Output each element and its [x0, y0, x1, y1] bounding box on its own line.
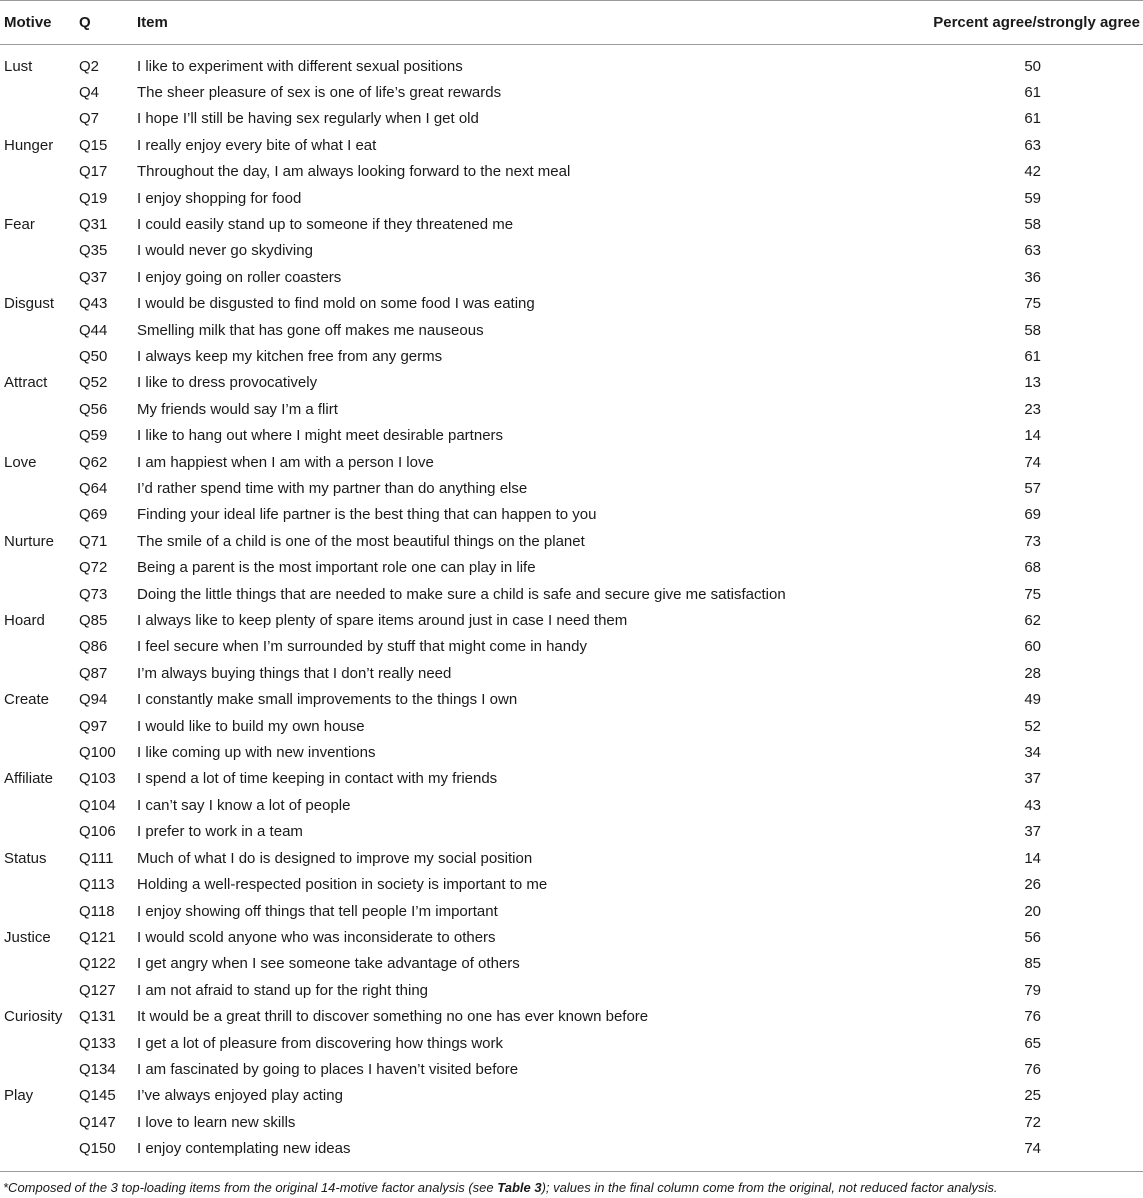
- motive-cell: [0, 238, 79, 264]
- motive-cell: Curiosity: [4, 1008, 63, 1026]
- percent-cell: 68: [1024, 559, 1041, 577]
- percent-cell: 26: [1024, 876, 1041, 894]
- header-item: Item: [137, 1, 857, 45]
- table-row: [0, 1004, 1143, 1030]
- table-row: [0, 899, 1143, 925]
- percent-cell: 50: [1024, 57, 1041, 75]
- motive-cell: [0, 899, 79, 925]
- table-row: [0, 397, 1143, 423]
- question-id-cell: Q59: [79, 427, 108, 445]
- question-id-cell: Q35: [79, 242, 108, 260]
- table-row: [0, 238, 1143, 264]
- item-text-cell: I like coming up with new inventions: [137, 744, 376, 762]
- table-row: [0, 291, 1143, 317]
- table-row: [0, 502, 1143, 528]
- item-text-cell: I like to experiment with different sexual positions: [137, 57, 463, 75]
- motive-cell: Attract: [4, 374, 48, 392]
- percent-cell: 43: [1024, 796, 1041, 814]
- table-row: [0, 872, 1143, 898]
- question-id-cell: Q106: [79, 823, 116, 841]
- motive-cell: [0, 740, 79, 766]
- question-id-cell: Q87: [79, 664, 108, 682]
- table-row: [0, 450, 1143, 476]
- percent-cell: 72: [1024, 1113, 1041, 1131]
- table-row: [0, 634, 1143, 660]
- table-footnote: [0, 1171, 1143, 1195]
- item-text-cell: I would like to build my own house: [137, 717, 365, 735]
- motive-cell: Hoard: [4, 612, 45, 630]
- motive-cell: [0, 265, 79, 291]
- question-id-cell: Q62: [79, 453, 108, 471]
- percent-cell: 74: [1024, 1140, 1041, 1158]
- question-id-cell: Q131: [79, 1008, 116, 1026]
- question-id-cell: Q113: [79, 876, 115, 894]
- header-percent: Percent agree/strongly agree: [857, 1, 1143, 45]
- item-text-cell: The sheer pleasure of sex is one of life’s great rewards: [137, 83, 502, 101]
- motive-cell: [0, 1110, 79, 1136]
- motive-cell: [0, 1057, 79, 1083]
- percent-cell: 14: [1024, 849, 1041, 867]
- item-text-cell: I prefer to work in a team: [137, 823, 303, 841]
- motive-cell: [0, 159, 79, 185]
- item-text-cell: I would be disgusted to find mold on some food I was eating: [137, 295, 535, 313]
- table-row: [0, 1110, 1143, 1136]
- item-text-cell: I enjoy going on roller coasters: [137, 268, 342, 286]
- table-row: [0, 951, 1143, 977]
- percent-cell: 76: [1024, 1060, 1041, 1078]
- motive-cell: [0, 793, 79, 819]
- table-row: [0, 714, 1143, 740]
- percent-cell: 85: [1024, 955, 1041, 973]
- item-text-cell: I’ve always enjoyed play acting: [137, 1087, 343, 1105]
- question-id-cell: Q56: [79, 400, 108, 418]
- motive-cell: [0, 397, 79, 423]
- item-text-cell: I enjoy shopping for food: [137, 189, 302, 207]
- motive-cell: [0, 344, 79, 370]
- percent-cell: 61: [1024, 110, 1041, 128]
- question-id-cell: Q19: [79, 189, 108, 207]
- motive-cell: Love: [4, 453, 37, 471]
- table-row: [0, 344, 1143, 370]
- table-row: [0, 846, 1143, 872]
- motive-cell: [0, 555, 79, 581]
- item-text-cell: I am fascinated by going to places I haven’t visited before: [137, 1060, 519, 1078]
- question-id-cell: Q72: [79, 559, 108, 577]
- table-row: [0, 133, 1143, 159]
- item-text-cell: Smelling milk that has gone off makes me nauseous: [137, 321, 484, 339]
- percent-cell: 61: [1024, 347, 1041, 365]
- percent-cell: 36: [1024, 268, 1041, 286]
- question-id-cell: Q122: [79, 955, 116, 973]
- item-text-cell: I would scold anyone who was inconsiderate to others: [137, 928, 496, 946]
- item-text-cell: I can’t say I know a lot of people: [137, 796, 351, 814]
- table-row: [0, 766, 1143, 792]
- question-id-cell: Q15: [79, 136, 108, 154]
- item-text-cell: I’m always buying things that I don’t really need: [137, 664, 452, 682]
- question-id-cell: Q85: [79, 612, 108, 630]
- percent-cell: 61: [1024, 83, 1041, 101]
- percent-cell: 58: [1024, 215, 1041, 233]
- question-id-cell: Q111: [79, 849, 114, 867]
- percent-cell: 23: [1024, 400, 1041, 418]
- motive-cell: [0, 318, 79, 344]
- item-text-cell: Being a parent is the most important role one can play in life: [137, 559, 536, 577]
- motive-cell: Disgust: [4, 295, 55, 313]
- item-text-cell: I spend a lot of time keeping in contact with my friends: [137, 770, 498, 788]
- table-row: [0, 925, 1143, 951]
- header-q: Q: [79, 1, 137, 45]
- percent-cell: 25: [1024, 1087, 1041, 1105]
- table-row: [0, 54, 1143, 80]
- item-text-cell: I could easily stand up to someone if they threatened me: [137, 215, 514, 233]
- item-text-cell: I enjoy contemplating new ideas: [137, 1140, 351, 1158]
- item-text-cell: The smile of a child is one of the most beautiful things on the planet: [137, 532, 585, 550]
- footnote-text-after: ); values in the final column come from the original, not reduced factor analysis.: [541, 1179, 998, 1195]
- item-text-cell: I am not afraid to stand up for the right thing: [137, 981, 429, 999]
- table-row: [0, 819, 1143, 845]
- question-id-cell: Q64: [79, 480, 108, 497]
- item-text-cell: I’d rather spend time with my partner than do anything else: [137, 480, 528, 497]
- question-id-cell: Q2: [79, 57, 100, 75]
- motive-cell: [0, 661, 79, 687]
- motive-cell: [0, 186, 79, 212]
- motive-cell: Nurture: [4, 532, 55, 550]
- percent-cell: 28: [1024, 664, 1041, 682]
- percent-cell: 62: [1024, 612, 1041, 630]
- item-text-cell: I really enjoy every bite of what I eat: [137, 136, 377, 154]
- table-row: [0, 370, 1143, 396]
- motive-cell: [0, 476, 79, 502]
- table-row: [0, 978, 1143, 1004]
- table-row: [0, 661, 1143, 687]
- motive-cell: Status: [4, 849, 47, 867]
- table-row: [0, 106, 1143, 132]
- item-text-cell: I love to learn new skills: [137, 1113, 296, 1131]
- item-text-cell: Finding your ideal life partner is the best thing that can happen to you: [137, 506, 597, 524]
- item-text-cell: I always keep my kitchen free from any germs: [137, 347, 443, 365]
- table-row: [0, 212, 1143, 238]
- motive-cell: Play: [4, 1087, 34, 1105]
- percent-cell: 56: [1024, 928, 1041, 946]
- item-text-cell: My friends would say I’m a flirt: [137, 400, 338, 418]
- footnote-text-before: *Composed of the 3 top-loading items from the original 14-motive factor analysis (see: [3, 1179, 498, 1195]
- footnote-table-reference-link[interactable]: Table 3: [497, 1179, 542, 1195]
- motive-cell: [0, 106, 79, 132]
- table-row: [0, 423, 1143, 449]
- question-id-cell: Q121: [79, 928, 116, 946]
- percent-cell: 75: [1024, 295, 1041, 313]
- header-motive: Motive: [0, 1, 79, 45]
- motive-cell: [0, 582, 79, 608]
- question-id-cell: Q127: [79, 981, 116, 999]
- percent-cell: 52: [1024, 717, 1041, 735]
- table-row: [0, 1136, 1143, 1162]
- percent-cell: 20: [1024, 902, 1041, 920]
- percent-cell: 74: [1024, 453, 1041, 471]
- percent-cell: 65: [1024, 1034, 1041, 1052]
- table-row: [0, 159, 1143, 185]
- table-row: [0, 740, 1143, 766]
- percent-cell: 37: [1024, 823, 1041, 841]
- item-text-cell: It would be a great thrill to discover something no one has ever known before: [137, 1008, 649, 1026]
- question-id-cell: Q133: [79, 1034, 116, 1052]
- percent-cell: 14: [1024, 427, 1041, 445]
- percent-cell: 75: [1024, 585, 1041, 603]
- question-id-cell: Q31: [79, 215, 108, 233]
- motive-cell: [0, 423, 79, 449]
- percent-cell: 63: [1024, 242, 1041, 260]
- question-id-cell: Q134: [79, 1060, 116, 1078]
- question-id-cell: Q69: [79, 506, 108, 524]
- motive-cell: [0, 1136, 79, 1162]
- item-text-cell: I feel secure when I’m surrounded by stuff that might come in handy: [137, 638, 587, 656]
- table-row: [0, 608, 1143, 634]
- header-row: [0, 1, 1143, 45]
- table-row: [0, 186, 1143, 212]
- question-id-cell: Q86: [79, 638, 108, 656]
- table-row: [0, 265, 1143, 291]
- percent-cell: 73: [1024, 532, 1041, 550]
- percent-cell: 69: [1024, 506, 1041, 524]
- question-id-cell: Q97: [79, 717, 108, 735]
- motive-cell: [0, 502, 79, 528]
- percent-cell: 79: [1024, 981, 1041, 999]
- percent-cell: 13: [1024, 374, 1041, 392]
- question-id-cell: Q71: [79, 532, 108, 550]
- item-text-cell: I like to dress provocatively: [137, 374, 318, 392]
- spacer-row: [0, 45, 1143, 54]
- percent-cell: 59: [1024, 189, 1041, 207]
- table-row: [0, 582, 1143, 608]
- percent-cell: 34: [1024, 744, 1041, 762]
- percent-cell: 60: [1024, 638, 1041, 656]
- item-text-cell: I enjoy showing off things that tell people I’m important: [137, 902, 498, 920]
- question-id-cell: Q44: [79, 321, 108, 339]
- table-row: [0, 687, 1143, 713]
- percent-cell: 37: [1024, 770, 1041, 788]
- item-text-cell: I like to hang out where I might meet desirable partners: [137, 427, 504, 445]
- item-text-cell: I would never go skydiving: [137, 242, 313, 260]
- table-row: [0, 80, 1143, 106]
- question-id-cell: Q103: [79, 770, 116, 788]
- table-row: [0, 476, 1143, 502]
- percent-cell: 49: [1024, 691, 1041, 709]
- question-id-cell: Q4: [79, 83, 100, 101]
- item-text-cell: I always like to keep plenty of spare items around just in case I need them: [137, 612, 628, 630]
- motive-cell: [0, 714, 79, 740]
- item-text-cell: I get angry when I see someone take advantage of others: [137, 955, 520, 973]
- question-id-cell: Q50: [79, 347, 108, 365]
- motive-cell: [0, 80, 79, 106]
- motive-cell: [0, 634, 79, 660]
- table-row: [0, 555, 1143, 581]
- question-id-cell: Q43: [79, 295, 108, 313]
- question-id-cell: Q145: [79, 1087, 116, 1105]
- percent-cell: 42: [1024, 163, 1041, 181]
- table-row: [0, 793, 1143, 819]
- item-text-cell: I get a lot of pleasure from discovering how things work: [137, 1034, 504, 1052]
- item-text-cell: Throughout the day, I am always looking forward to the next meal: [137, 163, 571, 181]
- table-row: [0, 1031, 1143, 1057]
- motive-cell: Fear: [4, 215, 35, 233]
- item-text-cell: I constantly make small improvements to the things I own: [137, 691, 518, 709]
- motive-cell: Hunger: [4, 136, 54, 154]
- percent-cell: 57: [1024, 480, 1041, 497]
- table-row: [0, 529, 1143, 555]
- question-id-cell: Q100: [79, 744, 116, 762]
- item-text-cell: I hope I’ll still be having sex regularly when I get old: [137, 110, 479, 128]
- question-id-cell: Q52: [79, 374, 108, 392]
- item-text-cell: Doing the little things that are needed to make sure a child is safe and secure give me satisfaction: [137, 585, 786, 603]
- table-row: [0, 1057, 1143, 1083]
- motive-cell: Justice: [4, 928, 51, 946]
- question-id-cell: Q147: [79, 1113, 116, 1131]
- percent-cell: 63: [1024, 136, 1041, 154]
- question-id-cell: Q94: [79, 691, 108, 709]
- question-id-cell: Q7: [79, 110, 100, 128]
- item-text-cell: Holding a well-respected position in society is important to me: [137, 876, 548, 894]
- question-id-cell: Q118: [79, 902, 115, 920]
- question-id-cell: Q17: [79, 163, 108, 181]
- percent-cell: 58: [1024, 321, 1041, 339]
- table-body: [0, 45, 1143, 1163]
- item-text-cell: I am happiest when I am with a person I love: [137, 453, 434, 471]
- table-row: [0, 318, 1143, 344]
- table-header: [0, 1, 1143, 45]
- motive-cell: [0, 872, 79, 898]
- motive-cell: Affiliate: [4, 770, 53, 788]
- motive-cell: [0, 951, 79, 977]
- motive-cell: Create: [4, 691, 50, 709]
- question-id-cell: Q73: [79, 585, 108, 603]
- motive-cell: [0, 978, 79, 1004]
- question-id-cell: Q104: [79, 796, 116, 814]
- question-id-cell: Q150: [79, 1140, 116, 1158]
- question-id-cell: Q37: [79, 268, 108, 286]
- percent-cell: 76: [1024, 1008, 1041, 1026]
- motive-cell: Lust: [4, 57, 33, 75]
- item-text-cell: Much of what I do is designed to improve my social position: [137, 849, 533, 867]
- motive-cell: [0, 1031, 79, 1057]
- motive-cell: [0, 819, 79, 845]
- table-row: [0, 1083, 1143, 1109]
